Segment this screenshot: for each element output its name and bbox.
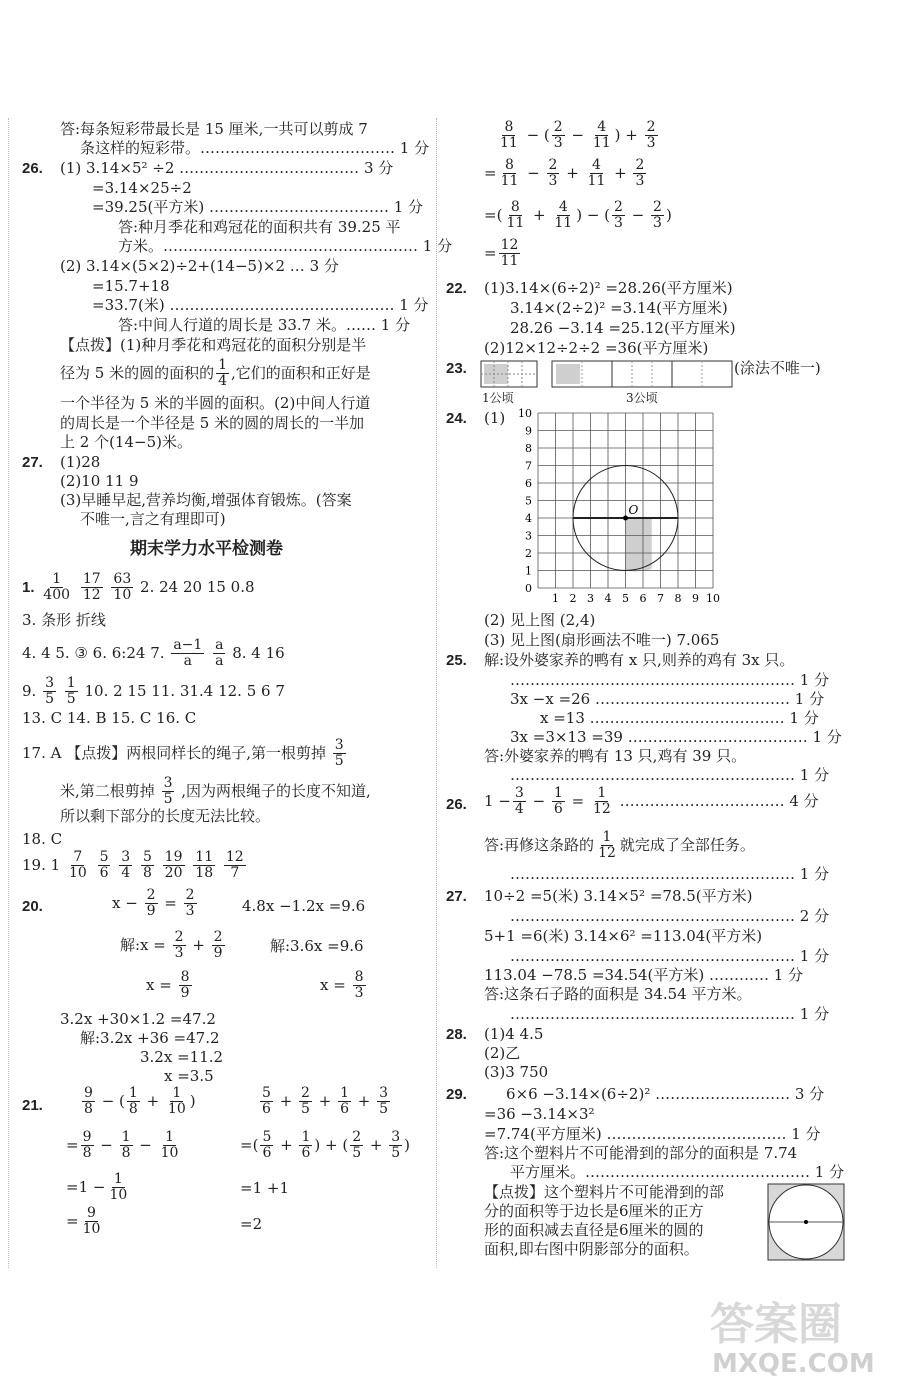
square-circle-figure xyxy=(766,1182,846,1262)
text-line: 3x −x =26 ………………………………… 1 分 xyxy=(510,690,825,708)
fraction: $\frac{11}{18}$ xyxy=(195,849,214,882)
fraction: $\frac{3}{4}$ xyxy=(121,849,131,882)
y-tick-label: 5 xyxy=(525,494,532,508)
text-line: (3) 见上图(扇形画法不唯一) 7.065 xyxy=(484,631,720,649)
equation: 3.2x =11.2 xyxy=(140,1048,224,1066)
equation: 解:3.2x +36 =47.2 xyxy=(80,1029,220,1047)
text-line: 10÷2 =5(米) 3.14×5² =78.5(平方米) xyxy=(484,887,753,905)
text-line: x =13 ………………………………… 1 分 xyxy=(540,709,819,727)
text-line: 方米。…………………………………………… 1 分 xyxy=(118,237,453,255)
text-line: 平方厘米。……………………………………… 1 分 xyxy=(510,1163,845,1181)
text-line: 答:每条短彩带最长是 15 厘米,一共可以剪成 7 xyxy=(60,120,368,138)
question-number: 23. xyxy=(446,360,467,377)
answer-line: 米,第二根剪掉 $\frac{3}{5}$ ,因为两根绳子的长度不知道, xyxy=(60,775,371,808)
coordinate-grid xyxy=(510,406,740,612)
answer-line: 所以剩下部分的长度无法比较。 xyxy=(60,807,271,825)
fraction: $\frac{5}{8}$ xyxy=(142,849,152,882)
equation: =1 − $\frac{1}{10}$ xyxy=(66,1171,128,1204)
question-number: 20. xyxy=(22,898,43,915)
text-line: 条这样的短彩带。………………………………… 1 分 xyxy=(80,139,430,157)
text-line: 3x =3×13 =39 ……………………………… 1 分 xyxy=(510,728,842,746)
x-tick-label: 10 xyxy=(706,592,720,605)
text-line: 解:设外婆家养的鸭有 x 只,则养的鸡有 3x 只。 xyxy=(484,651,795,669)
question-number: 27. xyxy=(22,454,43,471)
equation: 解:3.6x =9.6 xyxy=(270,937,364,955)
shaded-sector xyxy=(626,518,652,571)
y-tick-label: 7 xyxy=(525,459,532,473)
text-line: 6×6 −3.14×(6÷2)² ……………………… 3 分 xyxy=(506,1085,825,1103)
question-number: 22. xyxy=(446,280,467,297)
x-tick-label: 8 xyxy=(674,592,682,605)
question-number: 26. xyxy=(446,796,467,813)
answer-line: 17. A 【点拨】两根同样长的绳子,第一根剪掉 $\frac{3}{5}$ xyxy=(22,737,344,770)
answer-line: 13. C 14. B 15. C 16. C xyxy=(22,709,197,727)
equation: x = $\frac{8}{9}$ xyxy=(146,969,190,1002)
equation: x − $\frac{2}{9}$ = $\frac{2}{3}$ xyxy=(112,887,195,920)
x-tick-label: 1 xyxy=(552,592,559,605)
y-tick-label: 8 xyxy=(525,442,532,455)
equation: 解:x = $\frac{2}{3}$ + $\frac{2}{9}$ xyxy=(120,929,223,962)
text-line: ………………………………………………… 2 分 xyxy=(510,907,830,925)
text-line: 答:这个塑料片不可能滑到的部分的面积是 7.74 xyxy=(484,1144,798,1162)
text-line: (1)28 xyxy=(60,453,101,471)
answer-line: 3. 条形 折线 xyxy=(22,611,106,629)
y-tick-label: 0 xyxy=(525,582,532,595)
equation: = $\frac{12}{11}$ xyxy=(484,237,519,270)
equation: x = $\frac{8}{3}$ xyxy=(320,969,364,1002)
text-line: 28.26 −3.14 =25.12(平方厘米) xyxy=(510,319,736,337)
text-line: (1) 3.14×5² ÷2 ……………………………… 3 分 xyxy=(60,159,394,177)
x-tick-label: 6 xyxy=(639,592,647,605)
text-line: (1) xyxy=(484,409,506,427)
equation: = $\frac{9}{8}$ − $\frac{1}{8}$ − $\frac{1}{10}$ xyxy=(66,1129,179,1162)
tip-line: 分的面积等于边长是6厘米的正方 xyxy=(484,1202,704,1220)
text-line: =7.74(平方厘米) ……………………………… 1 分 xyxy=(484,1125,821,1143)
text-line: =15.7+18 xyxy=(92,277,170,295)
text-line: ………………………………………………… 1 分 xyxy=(510,671,830,689)
equation: = $\frac{8}{11}$ − $\frac{2}{3}$ + $\frac{4}{11}$ + $\frac{2}{3}$ xyxy=(484,157,645,190)
x-tick-label: 4 xyxy=(604,592,612,605)
watermark-url: MXQE.COM xyxy=(712,1349,875,1379)
y-tick-label: 2 xyxy=(525,547,532,560)
tip-line: 上 2 个(14−5)米。 xyxy=(60,433,192,451)
question-number: 29. xyxy=(446,1086,467,1103)
text-line: (2) 3.14×(5×2)÷2+(14−5)×2 … 3 分 xyxy=(60,257,339,275)
x-tick-label: 2 xyxy=(569,592,577,605)
equation: =( $\frac{8}{11}$ + $\frac{4}{11}$ ) − ( $\frac{2}{3}$ − $\frac{2}{3}$ ) xyxy=(484,199,672,232)
answer-line: 1. $\frac{1}{400}$ $\frac{17}{12}$ $\frac{63}{10}$ 2. 24 20 15 0.8 xyxy=(22,571,255,604)
y-tick-label: 6 xyxy=(525,477,532,490)
watermark-logo: 答案圈 xyxy=(710,1299,842,1350)
text-line: 3.14×(2÷2)² =3.14(平方厘米) xyxy=(510,299,728,317)
tip-line: 形的面积减去直径是6厘米的圆的 xyxy=(484,1221,704,1239)
tip-line: 面积,即右图中阴影部分的面积。 xyxy=(484,1240,699,1258)
column-divider xyxy=(436,118,437,1268)
text-line: ………………………………………………… 1 分 xyxy=(510,1005,830,1023)
section-title: 期末学力水平检测卷 xyxy=(130,539,283,559)
text-line: (1)3.14×(6÷2)² =28.26(平方厘米) xyxy=(484,279,733,297)
x-tick-label: 7 xyxy=(657,592,664,605)
label: 3公顷 xyxy=(626,391,658,405)
fraction: $\frac{5}{6}$ xyxy=(99,849,109,882)
text-line: (2)10 11 9 xyxy=(60,472,139,490)
text-line: =36 −3.14×3² xyxy=(484,1105,595,1123)
tip-line: 【点拨】这个塑料片不可能滑到的部 xyxy=(484,1183,725,1201)
equation: $\frac{5}{6}$ + $\frac{2}{5}$ + $\frac{1}{6}$ + $\frac{3}{5}$ xyxy=(262,1085,389,1118)
fraction: $\frac{12}{7}$ xyxy=(225,849,244,882)
y-tick-label: 4 xyxy=(525,512,532,525)
text-line: 答:中间人行道的周长是 33.7 米。…… 1 分 xyxy=(118,316,411,334)
question-number: 25. xyxy=(446,652,467,669)
text-line: 答:外婆家养的鸭有 13 只,鸡有 39 只。 xyxy=(484,747,747,765)
equation: =( $\frac{5}{6}$ + $\frac{1}{6}$ ) + ( $\frac{2}{5}$ + $\frac{3}{5}$ ) xyxy=(240,1129,411,1162)
answer-line: 4. 4 5. ③ 6. 6:24 7. $\frac{a-1}{a}$ $\frac{a}{a}$ 8. 4 16 xyxy=(22,637,285,670)
text-line: =39.25(平方米) ……………………………… 1 分 xyxy=(92,198,424,216)
equation: x =3.5 xyxy=(164,1067,214,1085)
text-line: 答:再修这条路的 $\frac{1}{12}$ 就完成了全部任务。 xyxy=(484,829,755,862)
x-tick-label: 5 xyxy=(622,592,629,605)
center-point xyxy=(623,516,628,521)
text-line: ………………………………………………… 1 分 xyxy=(510,947,830,965)
text-line: =33.7(米) ……………………………………… 1 分 xyxy=(92,296,429,314)
text-line: (2)乙 xyxy=(484,1044,521,1062)
x-tick-label: 3 xyxy=(587,592,594,605)
equation: 1 − $\frac{3}{4}$ − $\frac{1}{6}$ = $\frac{1}{12}$ …………………………… 4 分 xyxy=(484,785,819,818)
text-line: 113.04 −78.5 =34.54(平方米) ………… 1 分 xyxy=(484,966,804,984)
tip-line: 的周长是一个半径是 5 米的圆的周长的一半加 xyxy=(60,414,365,432)
equation: =2 xyxy=(240,1215,263,1233)
answer-line: 19. 1 $\frac{7}{10}$ $\frac{5}{6}$ $\frac{3}{4}$ $\frac{5}{8}$ $\frac{19}{20}$ $\frac{11}{18}$ $\frac{12}{7}$ xyxy=(22,850,248,882)
text-line: (2)12×12÷2÷2 =36(平方厘米) xyxy=(484,339,709,357)
y-tick-label: 3 xyxy=(525,529,532,543)
tip-line: 径为 5 米的圆的面积的 $\frac{1}{4}$ ,它们的面积和正好是 xyxy=(60,357,371,390)
equation: $\frac{8}{11}$ − ( $\frac{2}{3}$ − $\frac{4}{11}$ ) + $\frac{2}{3}$ xyxy=(500,119,656,152)
equation: 3.2x +30×1.2 =47.2 xyxy=(60,1010,216,1028)
text-line: (3)早睡早起,营养均衡,增强体育锻炼。(答案 xyxy=(60,491,352,509)
question-number: 21. xyxy=(22,1097,43,1114)
question-number: 28. xyxy=(446,1026,467,1043)
origin-label: O xyxy=(628,503,639,517)
hectare-diagram xyxy=(480,358,740,392)
fraction: $\frac{1}{6}$ xyxy=(553,785,563,818)
fraction: $\frac{3}{4}$ xyxy=(514,785,524,818)
fraction: $\frac{19}{20}$ xyxy=(164,849,183,882)
equation: $\frac{9}{8}$ − ( $\frac{1}{8}$ + $\frac{1}{10}$ ) xyxy=(84,1085,196,1118)
text-line: 答:这条石子路的面积是 34.54 平方米。 xyxy=(484,985,752,1003)
text-line: 5+1 =6(米) 3.14×6² =113.04(平方米) xyxy=(484,927,763,945)
text-line: =3.14×25÷2 xyxy=(92,179,192,197)
label: 1公顷 xyxy=(482,391,514,405)
text-line: (2) 见上图 (2,4) xyxy=(484,611,596,629)
text-line: (3)3 750 xyxy=(484,1063,549,1081)
answer-line: 9. $\frac{3}{5}$ $\frac{1}{5}$ 10. 2 15 11. 31.4 12. 5 6 7 xyxy=(22,675,285,708)
y-tick-label: 9 xyxy=(525,424,532,438)
equation: =1 +1 xyxy=(240,1179,289,1197)
text-line: (1)4 4.5 xyxy=(484,1025,544,1043)
text-line: ………………………………………………… 1 分 xyxy=(510,865,830,883)
x-tick-label: 9 xyxy=(692,592,699,605)
note: (涂法不唯一) xyxy=(734,359,821,377)
tip-line: 一个半径为 5 米的半圆的面积。(2)中间人行道 xyxy=(60,394,371,412)
question-number: 27. xyxy=(446,888,467,905)
answer-line: 18. C xyxy=(22,830,63,848)
text-line: ………………………………………………… 1 分 xyxy=(510,766,830,784)
text-line: 答:种月季花和鸡冠花的面积共有 39.25 平 xyxy=(118,218,401,236)
y-tick-label: 10 xyxy=(518,407,532,420)
question-number: 26. xyxy=(22,160,43,177)
question-number: 24. xyxy=(446,410,467,427)
tip-line: 【点拨】(1)种月季花和鸡冠花的面积分别是半 xyxy=(60,336,367,354)
equation: = $\frac{9}{10}$ xyxy=(66,1205,101,1238)
text-line: 不唯一,言之有理即可) xyxy=(80,510,226,528)
left-margin-line xyxy=(8,118,9,1268)
fraction: $\frac{7}{10}$ xyxy=(68,849,87,882)
y-tick-label: 1 xyxy=(525,564,532,578)
fraction: $\frac{1}{12}$ xyxy=(592,785,611,818)
equation: 4.8x −1.2x =9.6 xyxy=(242,897,366,915)
